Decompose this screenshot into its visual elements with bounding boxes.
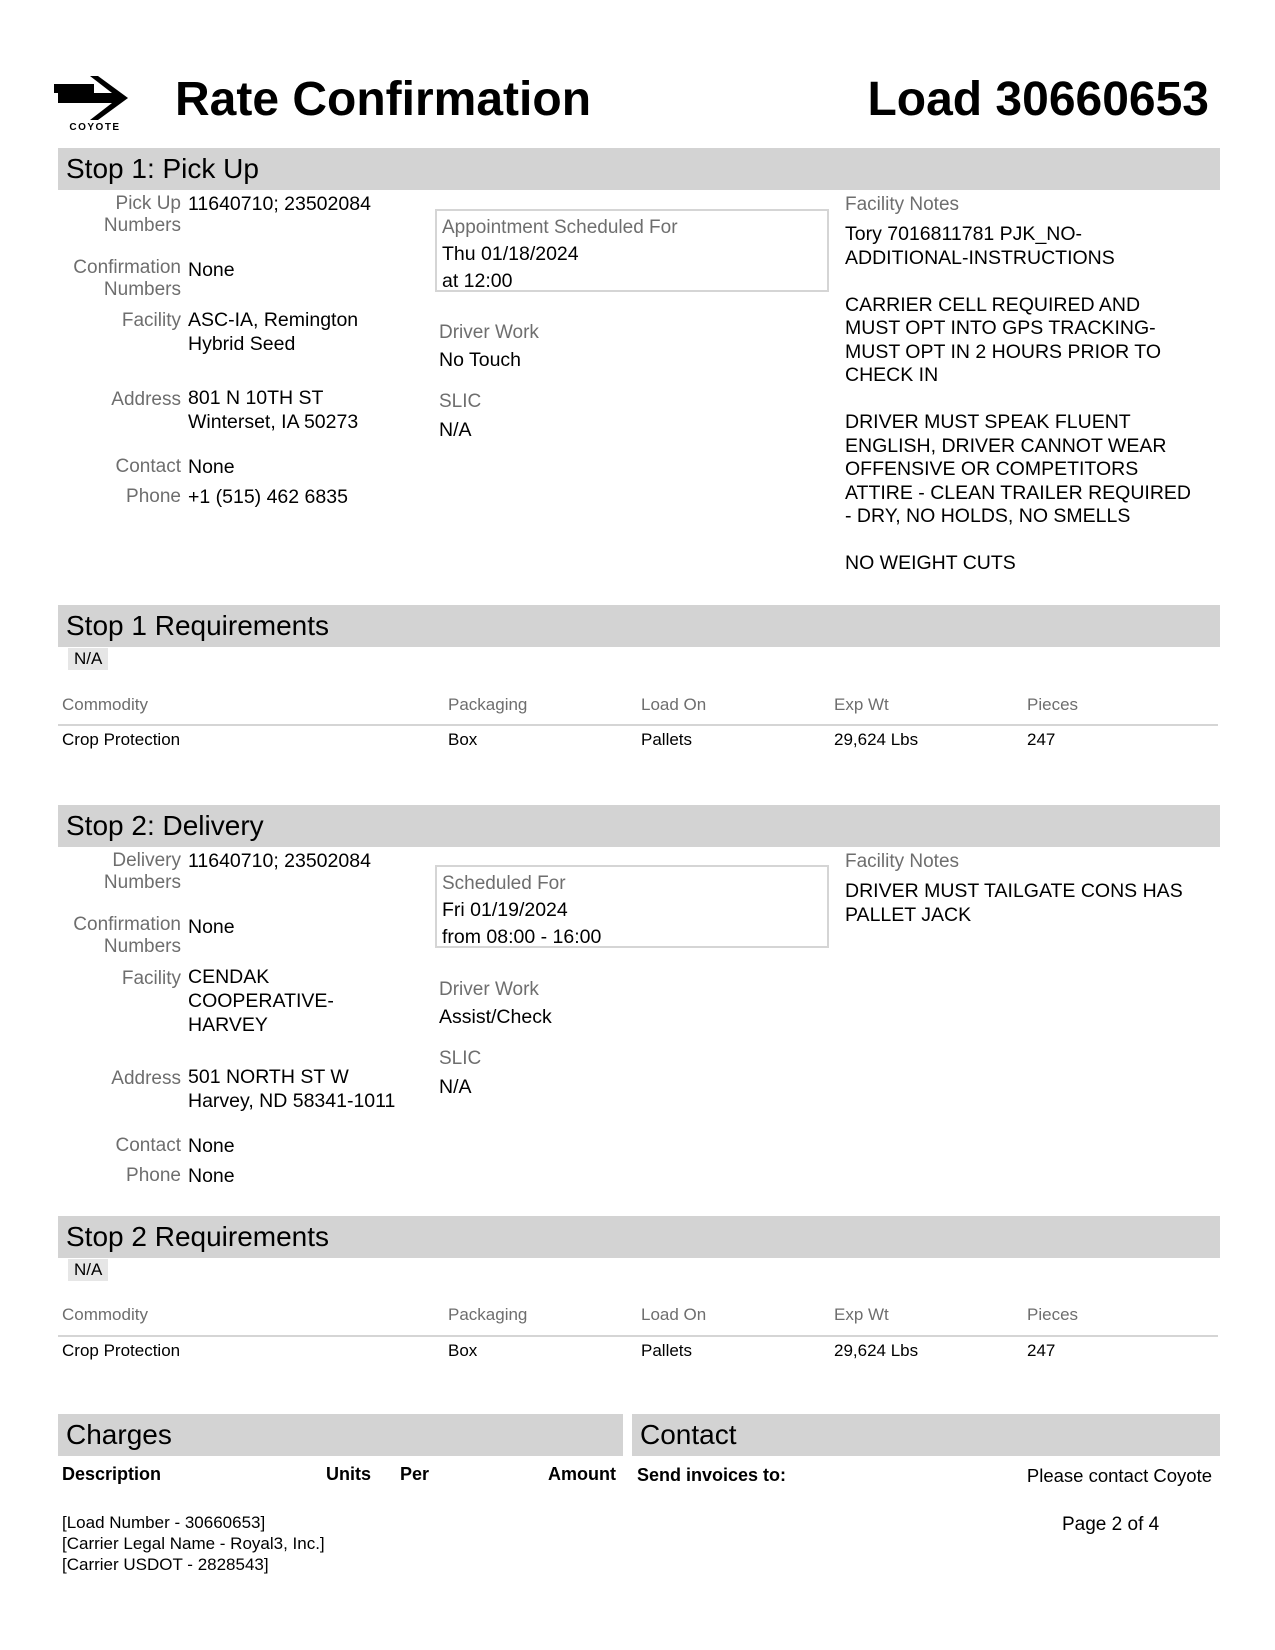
confirmation-numbers-value: None	[188, 259, 235, 281]
scheduled-date: Fri 01/19/2024	[442, 899, 568, 921]
charges-col-amount: Amount	[548, 1464, 616, 1484]
charges-section-header: Charges	[58, 1414, 623, 1456]
footer-carrier-name: [Carrier Legal Name - Royal3, Inc.]	[62, 1534, 325, 1553]
load-number-title: Load 30660653	[867, 73, 1209, 126]
commodity-table	[58, 1305, 1218, 1360]
charges-col-units: Units	[326, 1464, 371, 1484]
pickup-numbers-value: 11640710; 23502084	[188, 193, 371, 215]
table-divider	[58, 1335, 1218, 1337]
appointment-date: Thu 01/18/2024	[442, 243, 579, 265]
table-cell: Pallets	[641, 1341, 693, 1360]
delivery-numbers-value: 11640710; 23502084	[188, 850, 371, 872]
column-header: Pieces	[1027, 695, 1079, 714]
column-header: Exp Wt	[834, 695, 889, 714]
column-header: Packaging	[448, 1305, 528, 1324]
column-header: Exp Wt	[834, 1305, 889, 1324]
contact-label: Contact	[115, 456, 181, 477]
phone-label: Phone	[126, 486, 181, 507]
commodity-table	[58, 695, 1218, 749]
contact-value: None	[188, 456, 235, 478]
column-header: Load On	[641, 1305, 707, 1324]
slic-label: SLIC	[439, 1048, 482, 1069]
table-row	[58, 1341, 1218, 1363]
address-label: Address	[111, 1068, 181, 1089]
logo-wordmark: COYOTE	[69, 122, 121, 133]
slic-value: N/A	[439, 1076, 472, 1098]
coyote-logo	[54, 72, 136, 136]
facility-label: Facility	[121, 310, 181, 331]
confirmation-numbers-label: Confirmation Numbers	[73, 257, 181, 300]
facility-label: Facility	[121, 968, 181, 989]
contact-value: None	[188, 1135, 235, 1157]
footer-load-number: [Load Number - 30660653]	[62, 1513, 266, 1532]
contact-label: Contact	[115, 1135, 181, 1156]
address-value: 801 N 10TH ST Winterset, IA 50273	[188, 387, 359, 433]
scheduled-box	[435, 865, 829, 948]
table-header-row	[58, 1305, 1218, 1327]
driver-work-value: Assist/Check	[439, 1006, 552, 1028]
table-cell: Crop Protection	[62, 1341, 181, 1360]
address-value: 501 NORTH ST W Harvey, ND 58341-1011	[188, 1066, 396, 1112]
confirmation-numbers-value: None	[188, 916, 235, 938]
appointment-label: Appointment Scheduled For	[442, 217, 678, 238]
charges-col-description: Description	[62, 1464, 162, 1484]
stop2-requirements-header: Stop 2 Requirements	[58, 1216, 1220, 1258]
column-header: Commodity	[62, 695, 148, 714]
confirmation-numbers-label: Confirmation Numbers	[73, 914, 181, 957]
delivery-numbers-label: Delivery Numbers	[103, 850, 181, 893]
stop2-section-header: Stop 2: Delivery	[58, 805, 1220, 847]
stop1-requirements-header: Stop 1 Requirements	[58, 605, 1220, 647]
driver-work-value: No Touch	[439, 349, 522, 371]
pickup-numbers-label: Pick Up Numbers	[103, 193, 181, 236]
phone-value: None	[188, 1165, 235, 1187]
phone-value: +1 (515) 462 6835	[188, 486, 348, 508]
table-cell: 29,624 Lbs	[834, 730, 919, 749]
phone-label: Phone	[126, 1165, 181, 1186]
table-cell: 29,624 Lbs	[834, 1341, 919, 1360]
page-number: Page 2 of 4	[1062, 1514, 1160, 1535]
contact-section-header: Contact	[632, 1414, 1220, 1456]
requirements-badge: N/A	[68, 1259, 108, 1281]
table-header-row	[58, 695, 1218, 717]
requirements-badge: N/A	[68, 648, 108, 670]
table-row	[58, 730, 1218, 752]
appointment-box	[435, 209, 829, 292]
footer-carrier-usdot: [Carrier USDOT - 2828543]	[62, 1555, 269, 1574]
driver-work-label: Driver Work	[439, 322, 539, 343]
column-header: Commodity	[62, 1305, 148, 1324]
charges-col-per: Per	[400, 1464, 430, 1484]
stop1-section-header: Stop 1: Pick Up	[58, 148, 1220, 190]
scheduled-label: Scheduled For	[442, 873, 566, 894]
facility-notes-label: Facility Notes	[845, 194, 960, 215]
table-divider	[58, 724, 1218, 726]
document-title: Rate Confirmation	[175, 73, 592, 126]
table-cell: 247	[1027, 1341, 1056, 1360]
table-cell: Crop Protection	[62, 730, 181, 749]
table-cell: Box	[448, 1341, 478, 1360]
column-header: Pieces	[1027, 1305, 1079, 1324]
appointment-time: at 12:00	[442, 270, 513, 292]
facility-value: CENDAK COOPERATIVE- HARVEY	[188, 966, 334, 1036]
table-cell: Pallets	[641, 730, 693, 749]
driver-work-label: Driver Work	[439, 979, 539, 1000]
table-cell: 247	[1027, 730, 1056, 749]
send-invoices-value: Please contact Coyote	[1026, 1465, 1212, 1486]
facility-notes-text: DRIVER MUST TAILGATE CONS HAS PALLET JACK	[845, 880, 1183, 926]
slic-value: N/A	[439, 419, 472, 441]
facility-notes-text: Tory 7016811781 PJK_NO- ADDITIONAL-INSTRUCTIONS CARRIER CELL REQUIRED AND MUST OPT INTO GPS TRACKING- MUST OPT IN 2 HOURS PRIOR TO CHECK IN DRIVER MUST SPEAK FLUENT ENGLISH, DRIVER CANNOT WEAR OFFENSIVE OR COMPETITORS ATTIRE - CLEAN TRAILER REQUIRED - DRY, NO HOLDS, NO SMELLS NO WEIGHT CUTS	[845, 223, 1192, 574]
scheduled-time: from 08:00 - 16:00	[442, 926, 602, 948]
send-invoices-label: Send invoices to:	[637, 1465, 787, 1485]
column-header: Load On	[641, 695, 707, 714]
coyote-logo-icon	[54, 72, 136, 120]
slic-label: SLIC	[439, 391, 482, 412]
facility-value: ASC-IA, Remington Hybrid Seed	[188, 309, 359, 355]
address-label: Address	[111, 389, 181, 410]
table-cell: Box	[448, 730, 478, 749]
facility-notes-label: Facility Notes	[845, 851, 960, 872]
column-header: Packaging	[448, 695, 528, 714]
